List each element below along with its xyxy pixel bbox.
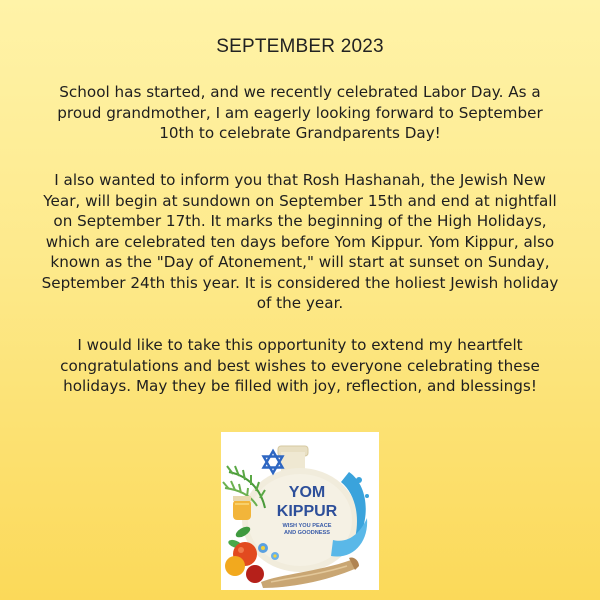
card-title-line-1: YOM: [288, 484, 326, 501]
yom-kippur-card: [221, 432, 379, 590]
holidays-paragraph: I also wanted to inform you that Rosh Hashanah, the Jewish New Year, will begin at sundown on September 15th and end at nightfall on September 17th. It marks the beginning of the High Holidays, which are celebrated ten days before Yom Kippur. Yom Kippur, also known as the "Day of Atonement," will start at sunset on Sunday, September 24th this year. It is considered the holiest Jewish holiday of the year.: [41, 171, 559, 312]
honey-jar-icon: [233, 496, 251, 520]
intro-paragraph: School has started, and we recently celebrated Labor Day. As a proud grandmother, I am eagerly looking forward to September 10th to celebrate Grandparents Day!: [57, 83, 543, 142]
page-title: SEPTEMBER 2023: [216, 36, 384, 57]
card-subtitle-line-2: AND GOODNESS: [284, 530, 330, 536]
wishes-paragraph: I would like to take this opportunity to extend my heartfelt congratulations and best wishes to everyone celebrating these holidays. May they be filled with joy, reflection, and blessings!: [60, 336, 540, 395]
card-title-line-2: KIPPUR: [276, 503, 338, 520]
card-subtitle-line-1: WISH YOU PEACE: [282, 523, 332, 529]
